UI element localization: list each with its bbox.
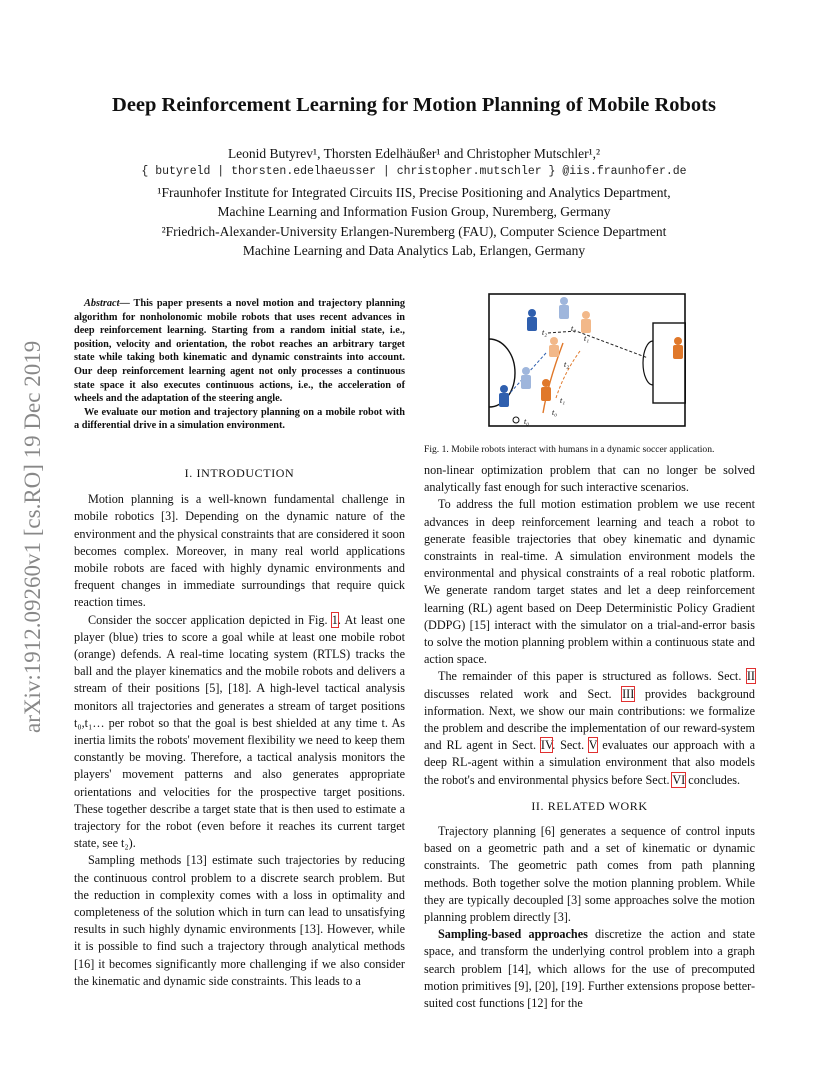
right-paragraph-0: non-linear optimization problem that can no longer be solved analytically fast enough for such interactive scenarios. — [424, 463, 755, 495]
intro-paragraph-1: Motion planning is a well-known fundamental challenge in mobile robotics [3]. Depending on the dynamic nature of the environment and the physical constraints that are considered it soon becomes complex. Moreover, in many real world applications mobile robots are faced with highly dynamic environments and frequent changes in immediate surroundings that require quick reaction times. — [74, 492, 405, 610]
soccer-field-illustration — [488, 293, 686, 427]
sampling-approaches-term: Sampling-based approaches — [438, 927, 588, 942]
abstract-text-2: We evaluate our motion and trajectory planning on a mobile robot with a differential drive in a simulation environment. — [74, 406, 405, 432]
left-column — [74, 465, 405, 990]
figure-label: t₂ — [542, 328, 548, 337]
right-paragraph-1: To address the full motion estimation problem we use recent advances in deep reinforcement learning and teach a robot to generate feasible trajectories that obey kinematic and dynamic constraints in real-time. A simulation environment models the environmental and physical constraints of a real robotic platform. We generate random target states and let a deep reinforcement learning (RL) agent based on Deep Deterministic Policy Gradient (DDPG) [15] interact with the simulator on a trial-and-error basis to solve the motion planning problem within a continuous state and action space. — [424, 497, 755, 667]
figure-1-caption: Fig. 1. Mobile robots interact with humans in a dynamic soccer application. — [424, 444, 715, 455]
related-work-paragraph-2: Sampling-based approaches discretize the action and state space, and transform the underlying control problem into a graph search problem [14], which allows for the use of precomputed motion primitives [9], [20], [19]. Further extensions propose better-suited cost functions [12] for the — [424, 927, 755, 1011]
abstract-lead: Abstract — [84, 298, 120, 309]
abstract — [74, 297, 405, 433]
affiliation-1-line-1: ¹Fraunhofer Institute for Integrated Circuits IIS, Precise Positioning and Analytics Department, — [157, 185, 671, 200]
right-paragraph-2: The remainder of this paper is structured as follows. Sect. II discusses related work and Sect. III provides background information. Next, we show our main contributions: we formalize the problem and describe the implementation of our reward-system and RL agent in Sect. IV. Sect. V evaluates our approach with a deep RL-agent within a simulation environment that also models the robot's and environmental physics before Sect. VI concludes. — [424, 669, 756, 787]
abstract-text-1: — This paper presents a novel motion and trajectory planning algorithm for nonholonomic mobile robots that uses recent advances in deep reinforcement learning. Starting from a random initial state, i.e., position, velocity and orientation, the robot reaches an arbitrary target state while taking both kinematic and dynamic constraints into account. Our deep reinforcement learning agent not only processes a continuous state space it also executes continuous actions, i.e., the acceleration of wheels and the adaptation of the steering angle. — [74, 298, 405, 405]
affiliation-2-line-2: Machine Learning and Data Analytics Lab, Erlangen, Germany — [242, 243, 586, 258]
intro-paragraph-3: Sampling methods [13] estimate such trajectories by reducing the continuous control problem to a discrete search problem. But the reduction in complexity comes with a loss in optimality and completeness of the solution which in turn can lead to unsatisfying results in such highly dynamic environments [13]. However, while it is possible to find such a trajectory through analytical methods [16] it becomes significantly more challenging if we also consider the kinematic and dynamic side constraints. This leads to a — [74, 853, 405, 988]
right-column — [424, 462, 755, 1012]
affiliation-2 — [0, 222, 828, 260]
author-emails: { butyreld | thorsten.edelhaeusser | christopher.mutschler } @iis.fraunhofer.de — [141, 165, 687, 178]
section-4-link[interactable]: IV — [540, 738, 553, 753]
figure-1 — [488, 293, 686, 427]
arxiv-stamp: arXiv:1912.09260v1 [cs.RO] 19 Dec 2019 — [20, 340, 45, 733]
section-heading-related-work: II. RELATED WORK — [531, 798, 648, 813]
section-2-link[interactable]: II — [746, 669, 755, 684]
figure-label: t₁ — [571, 324, 577, 333]
figure-label: t₂ — [564, 360, 570, 369]
figure-label: t₀ — [552, 408, 558, 417]
intro-paragraph-2: Consider the soccer application depicted in Fig. 1. At least one player (blue) tries to score a goal while at least one mobile robot (orange) defends. A real-time locating system (RTLS) tracks the ball and the player kinematics and the mobile robots and delivers a stream of their positions [5], [18]. A high-level tactical analysis monitors all trajectories and generates a stream of target positions t₀,t₁… per robot so that the goal is best shielded at any time t. As inertia limits the robots' movement flexibility we need to keep them constantly be moving. Therefore, a tactical analysis monitors the players' movement patterns and also generates appropriate orientations and velocities for the prospective target positions. These together describe a target state that is then used to estimate a trajectory for the robot (even before it reaches its current target state, see t₂). — [74, 612, 406, 851]
paper-title: Deep Reinforcement Learning for Motion Planning of Mobile Robots — [112, 94, 716, 116]
author-list: Leonid Butyrev¹, Thorsten Edelhäußer¹ and Christopher Mutschler¹,² — [227, 146, 601, 161]
figure-1-link[interactable]: 1 — [331, 612, 338, 627]
section-6-link[interactable]: VI — [672, 772, 686, 787]
affiliation-1 — [0, 183, 828, 221]
figure-label: t₁ — [584, 334, 590, 343]
figure-label: t₁ — [560, 396, 566, 405]
section-5-link[interactable]: V — [588, 738, 598, 753]
figure-label: t₀ — [524, 417, 530, 426]
section-heading-introduction: I. INTRODUCTION — [184, 466, 295, 480]
affiliation-1-line-2: Machine Learning and Information Fusion Group, Nuremberg, Germany — [217, 204, 611, 219]
related-work-paragraph-1: Trajectory planning [6] generates a sequence of control inputs based on a geometric path and a set of kinematic or dynamic constraints. The geometric path comes from path planning methods. Both together solve the motion planning problem. While they are typically decoupled [3] some approaches solve the motion planning problem directly [3]. — [424, 824, 755, 925]
section-3-link[interactable]: III — [622, 686, 635, 701]
affiliation-2-line-1: ²Friedrich-Alexander-University Erlangen-Nuremberg (FAU), Computer Science Department — [161, 224, 667, 239]
